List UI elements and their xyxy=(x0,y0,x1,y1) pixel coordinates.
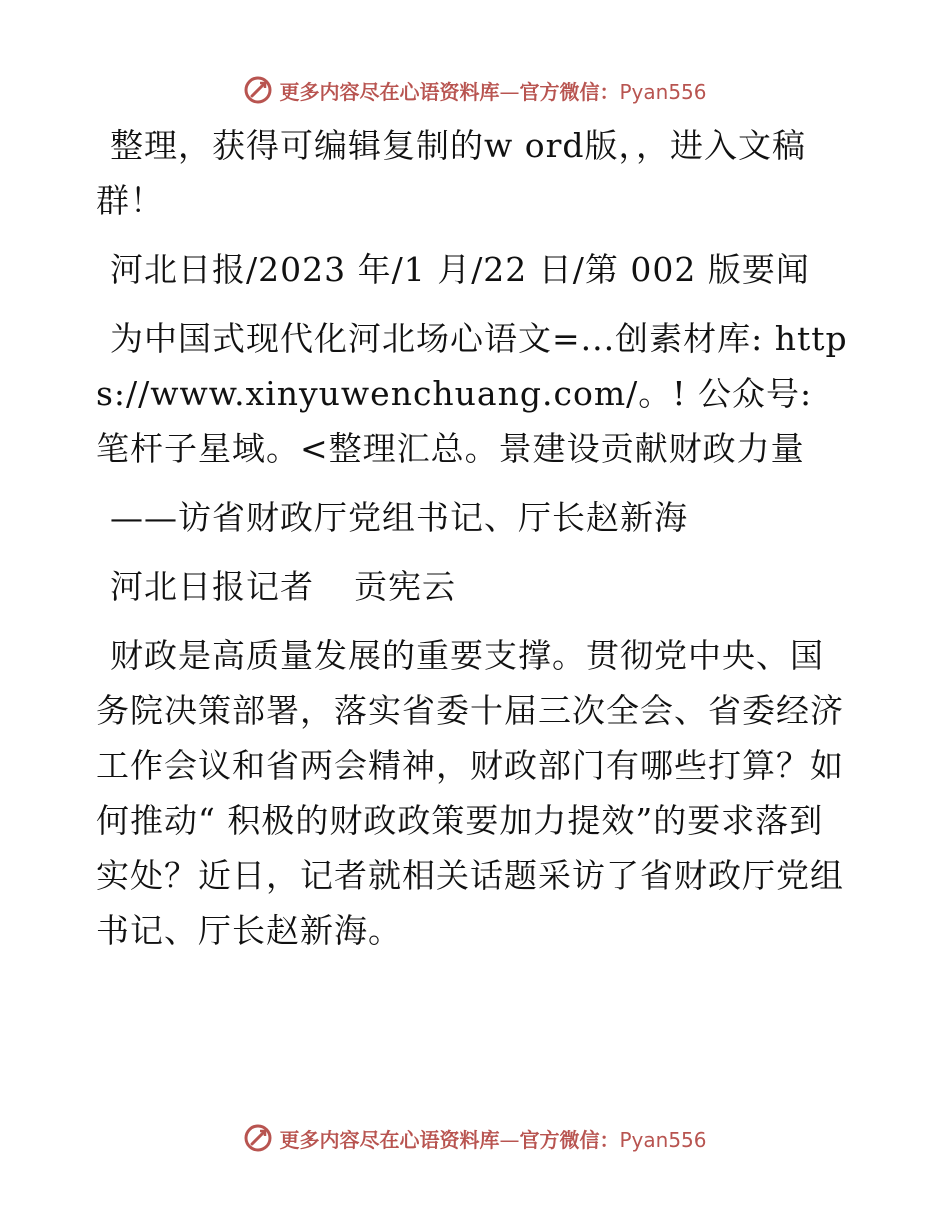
banner-wechat-label: 官方微信： xyxy=(519,1127,620,1152)
title-paragraph: 为中国式现代化河北场心语文=...创素材库: https://www.xinyuwenchuang.com/。! 公众号: 笔杆子星域。<整理汇总。景建设贡献财政力量 xyxy=(96,319,848,468)
banner-wechat-id: Pyan556 xyxy=(619,1127,707,1152)
source-line: 河北日报/2023 年/1 月/22 日/第 002 版要闻 xyxy=(110,250,810,289)
byline-label: 河北日报记者 xyxy=(110,567,314,606)
header-banner xyxy=(0,70,950,110)
banner-separator: — xyxy=(499,1127,520,1152)
banner-text xyxy=(279,76,706,105)
banner-wechat-label: 官方微信： xyxy=(519,79,620,104)
document-body xyxy=(96,118,856,972)
banner-separator: — xyxy=(499,79,520,104)
body-paragraph: 财政是高质量发展的重要支撑。贯彻党中央、国务院决策部署，落实省委十届三次全会、省委经济工作会议和省两会精神，财政部门有哪些打算？如何推动“ 积极的财政政策要加力提效”的要求落到实处？近日，记者就相关话题采访了省财政厅党组书记、厅长赵新海。 xyxy=(96,636,844,950)
byline xyxy=(96,559,856,614)
footer-banner xyxy=(0,1118,950,1158)
banner-wechat-id: Pyan556 xyxy=(619,79,707,104)
banner-title: 更多内容尽在心语资料库 xyxy=(279,79,500,104)
logo-icon xyxy=(243,1123,273,1153)
byline-name: 贡宪云 xyxy=(354,567,456,606)
subtitle: ——访省财政厅党组书记、厅长赵新海 xyxy=(110,498,688,537)
intro-paragraph: 整理，获得可编辑复制的w ord版，，进入文稿群！ xyxy=(96,126,807,220)
banner-text xyxy=(279,1124,706,1153)
logo-icon xyxy=(243,75,273,105)
banner-title: 更多内容尽在心语资料库 xyxy=(279,1127,500,1152)
